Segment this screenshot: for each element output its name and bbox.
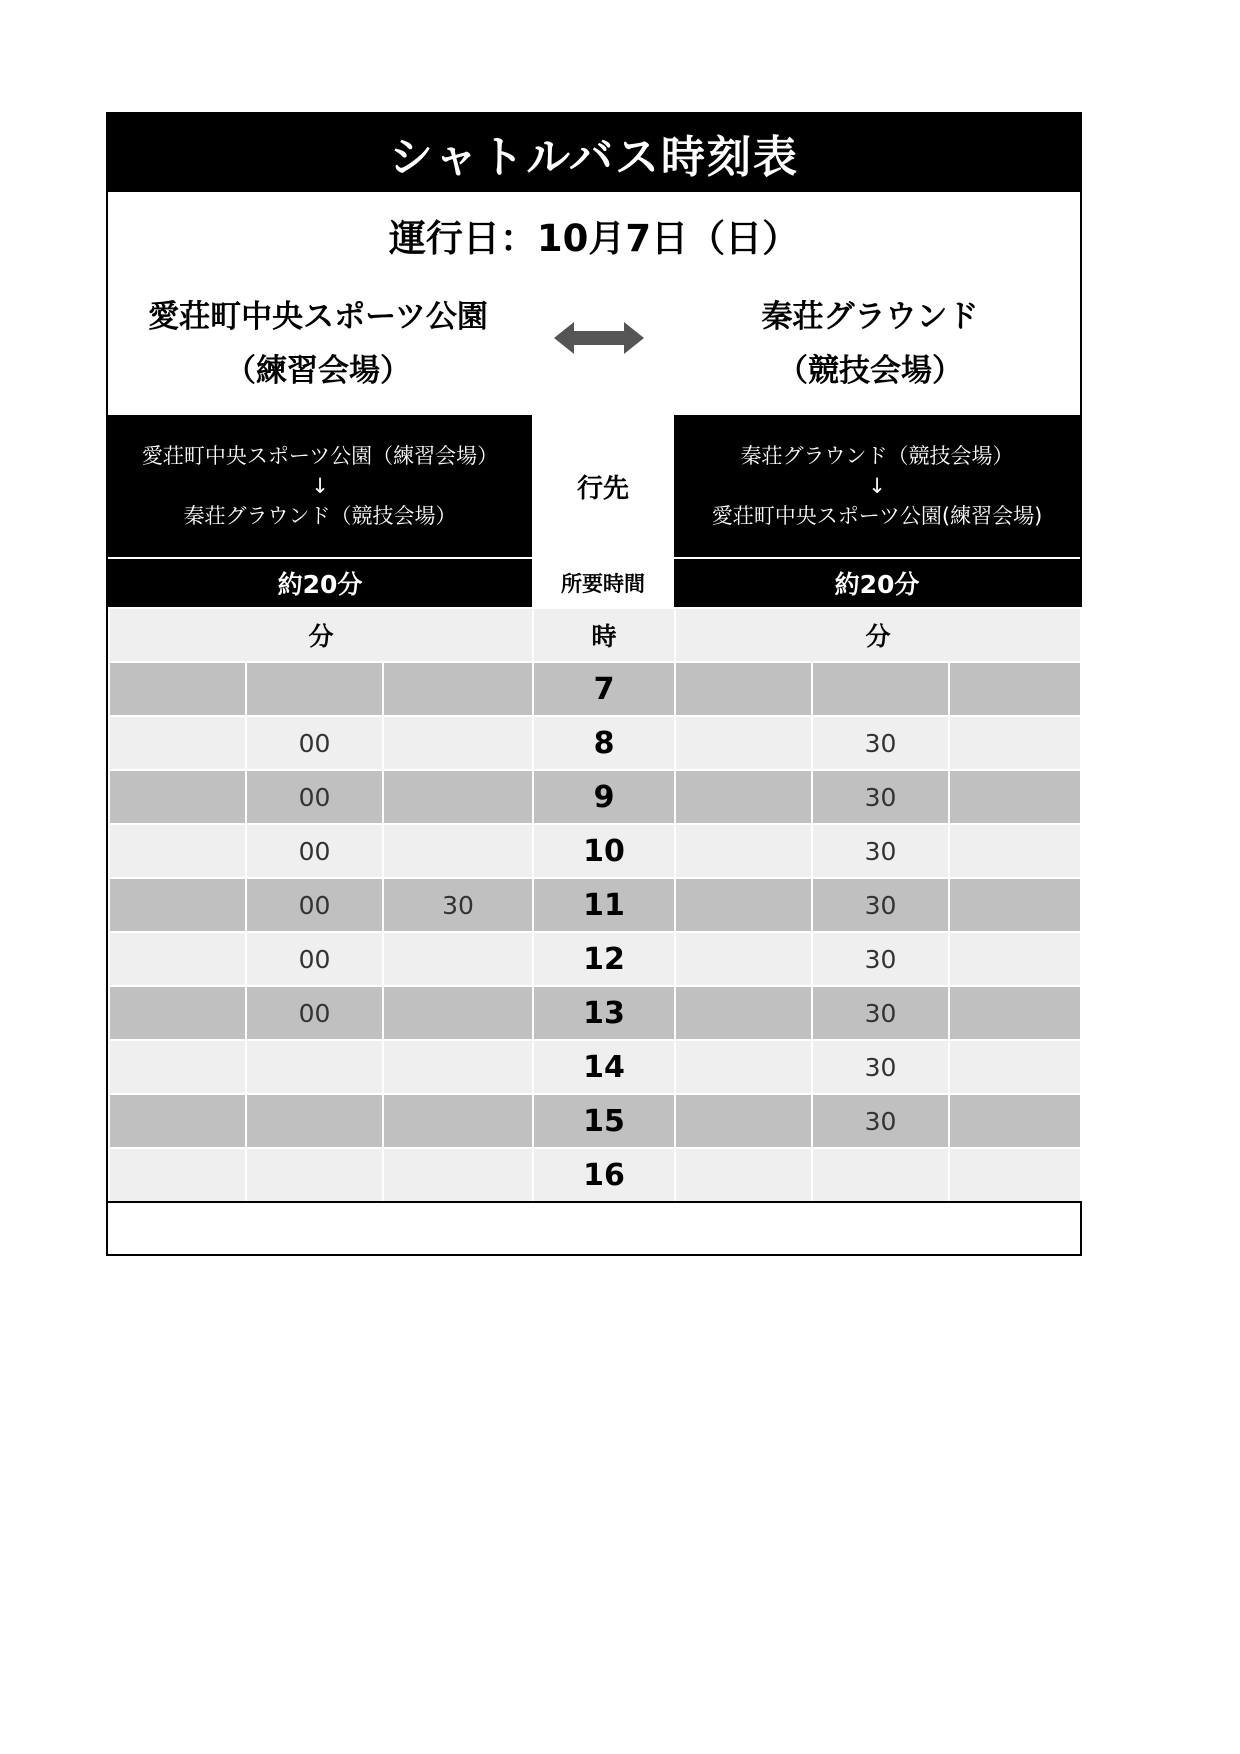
- direction-right: [674, 415, 1080, 559]
- minute-cell: [383, 770, 533, 824]
- minute-cell: [949, 716, 1081, 770]
- table-row: [109, 716, 1081, 770]
- minute-cell: 00: [246, 932, 383, 986]
- minute-cell: 30: [812, 878, 949, 932]
- minute-cell: [949, 932, 1081, 986]
- direction-right-arrow: ↓: [868, 474, 886, 498]
- table-row: [109, 662, 1081, 716]
- minute-cell: [109, 878, 246, 932]
- station-right-name: 秦荘グラウンド: [761, 299, 979, 335]
- minute-cell: [383, 716, 533, 770]
- table-row: [109, 986, 1081, 1040]
- minute-cell: [109, 662, 246, 716]
- minute-cell: 00: [246, 716, 383, 770]
- hour-cell: 8: [533, 716, 675, 770]
- minute-cell: 00: [246, 878, 383, 932]
- direction-right-from: 秦荘グラウンド（競技会場）: [740, 444, 1014, 468]
- direction-left-from: 愛荘町中央スポーツ公園（練習会場）: [141, 444, 499, 468]
- direction-left-to: 秦荘グラウンド（競技会場）: [183, 504, 457, 528]
- header-hour: 時: [533, 608, 675, 662]
- minute-cell: [675, 1148, 812, 1202]
- minute-cell: [675, 770, 812, 824]
- timetable-sheet: [106, 112, 1082, 1256]
- station-left-sub: （練習会場）: [225, 353, 411, 389]
- table-row: [109, 878, 1081, 932]
- header-minutes-right: 分: [675, 608, 1081, 662]
- minute-cell: 00: [246, 770, 383, 824]
- minute-cell: [109, 932, 246, 986]
- minute-cell: 30: [812, 986, 949, 1040]
- hour-cell: 15: [533, 1094, 675, 1148]
- table-row: [109, 1148, 1081, 1202]
- table-header-row: [109, 608, 1081, 662]
- station-right: [660, 290, 1080, 398]
- operation-date: 運行日：10月7日（日）: [388, 217, 800, 260]
- table-row: [109, 770, 1081, 824]
- direction-left: [108, 415, 532, 559]
- minute-cell: 30: [383, 878, 533, 932]
- minute-cell: 30: [812, 716, 949, 770]
- schedule-table: [108, 607, 1082, 1203]
- duration-right: 約20分: [674, 559, 1080, 607]
- minute-cell: [109, 1148, 246, 1202]
- header-minutes-left: 分: [109, 608, 533, 662]
- minute-cell: [675, 986, 812, 1040]
- duration-left: 約20分: [108, 559, 532, 607]
- minute-cell: 30: [812, 1040, 949, 1094]
- minute-cell: [383, 1040, 533, 1094]
- minute-cell: [949, 662, 1081, 716]
- destination-label: 行先: [576, 473, 629, 504]
- minute-cell: [812, 1148, 949, 1202]
- station-left: [108, 290, 528, 398]
- table-row: [109, 1040, 1081, 1094]
- minute-cell: [246, 1040, 383, 1094]
- hour-cell: 12: [533, 932, 675, 986]
- double-arrow-icon: [554, 318, 644, 358]
- minute-cell: [949, 824, 1081, 878]
- hour-cell: 11: [533, 878, 675, 932]
- minute-cell: 30: [812, 770, 949, 824]
- duration-label: 所要時間: [561, 572, 645, 596]
- direction-right-to: 愛荘町中央スポーツ公園(練習会場): [711, 504, 1043, 528]
- station-right-sub: （競技会場）: [777, 353, 963, 389]
- minute-cell: [246, 1094, 383, 1148]
- minute-cell: [675, 1040, 812, 1094]
- direction-left-arrow: ↓: [311, 474, 329, 498]
- minute-cell: [109, 770, 246, 824]
- minute-cell: [949, 1148, 1081, 1202]
- minute-cell: [675, 716, 812, 770]
- hour-cell: 10: [533, 824, 675, 878]
- minute-cell: 30: [812, 1094, 949, 1148]
- minute-cell: [675, 662, 812, 716]
- minute-cell: [383, 986, 533, 1040]
- minute-cell: [675, 878, 812, 932]
- hour-cell: 14: [533, 1040, 675, 1094]
- minute-cell: [383, 932, 533, 986]
- page-title: シャトルバス時刻表: [108, 114, 1080, 192]
- station-left-name: 愛荘町中央スポーツ公園: [148, 299, 488, 335]
- minute-cell: [812, 662, 949, 716]
- hour-cell: 9: [533, 770, 675, 824]
- minute-cell: [675, 1094, 812, 1148]
- minute-cell: [949, 878, 1081, 932]
- minute-cell: 30: [812, 824, 949, 878]
- table-row: [109, 1094, 1081, 1148]
- minute-cell: [383, 1094, 533, 1148]
- minute-cell: [109, 716, 246, 770]
- minute-cell: [383, 1148, 533, 1202]
- minute-cell: [109, 1040, 246, 1094]
- minute-cell: [109, 986, 246, 1040]
- minute-cell: [949, 1040, 1081, 1094]
- minute-cell: [675, 824, 812, 878]
- minute-cell: [949, 1094, 1081, 1148]
- minute-cell: [949, 770, 1081, 824]
- hour-cell: 13: [533, 986, 675, 1040]
- minute-cell: [383, 824, 533, 878]
- minute-cell: [246, 662, 383, 716]
- minute-cell: 00: [246, 824, 383, 878]
- minute-cell: [246, 1148, 383, 1202]
- minute-cell: [383, 662, 533, 716]
- minute-cell: 00: [246, 986, 383, 1040]
- table-row: [109, 932, 1081, 986]
- hour-cell: 16: [533, 1148, 675, 1202]
- minute-cell: [109, 1094, 246, 1148]
- minute-cell: [109, 824, 246, 878]
- minute-cell: 30: [812, 932, 949, 986]
- hour-cell: 7: [533, 662, 675, 716]
- table-row: [109, 824, 1081, 878]
- minute-cell: [949, 986, 1081, 1040]
- minute-cell: [675, 932, 812, 986]
